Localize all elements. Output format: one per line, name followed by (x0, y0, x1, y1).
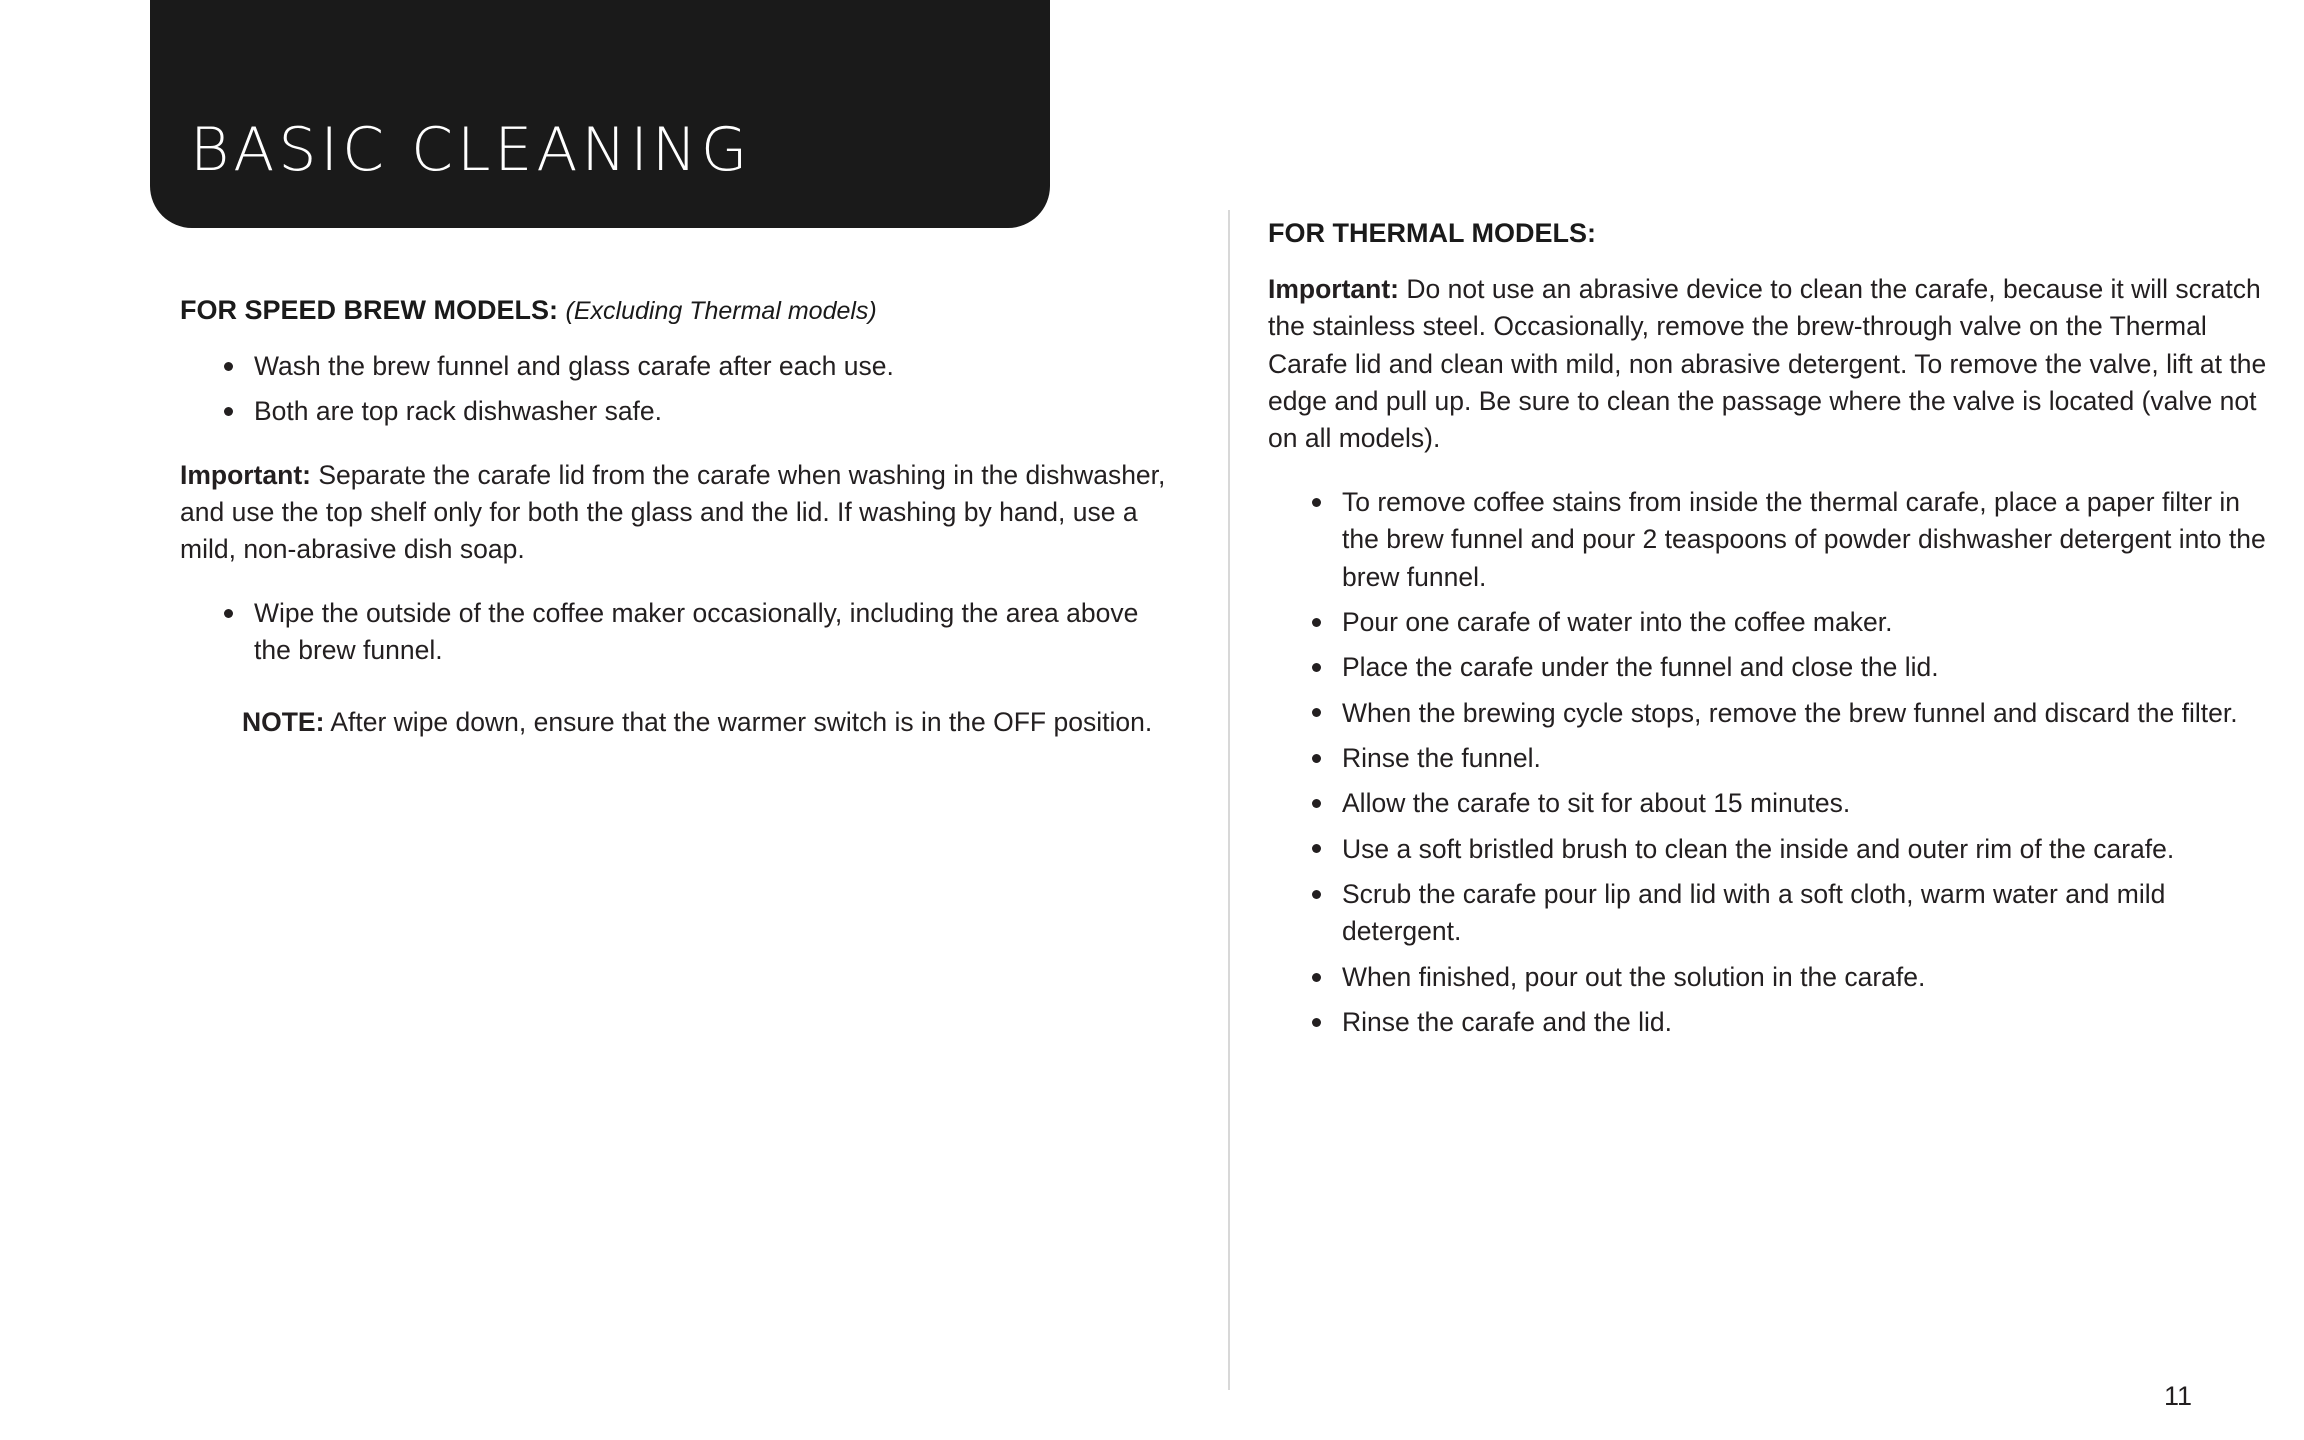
list-item (218, 393, 1180, 430)
list-item-text: To remove coffee stains from inside the thermal carafe, place a paper filter in the brew funnel and pour 2 teaspoons of powder dishwasher detergent into the brew funnel. (1342, 486, 2266, 592)
important-text: Do not use an abrasive device to clean the carafe, because it will scratch the stainless steel. Occasionally, remove the brew-through valve on the Thermal Carafe lid and clean with mild, non abrasive detergent. To remove the valve, lift at the edge and pull up. Be sure to clean the passage where the valve is located (valve not on all models). (1268, 274, 2267, 454)
bullet-dot-icon (1312, 799, 1321, 808)
bullet-dot-icon (224, 407, 233, 416)
list-item (1306, 604, 2268, 641)
thermal-steps-list (1268, 484, 2268, 1042)
list-item (1306, 876, 2268, 951)
wipe-bullet-list (180, 595, 1180, 670)
bullet-dot-icon (224, 362, 233, 371)
list-item (1306, 695, 2268, 732)
note-text: After wipe down, ensure that the warmer switch is in the OFF position. (324, 706, 1153, 737)
bullet-dot-icon (1312, 663, 1321, 672)
important-label: Important: (1268, 274, 1400, 304)
speed-brew-heading (180, 295, 1180, 326)
note-label: NOTE: (242, 706, 325, 737)
list-item (1306, 785, 2268, 822)
list-item-text: Allow the carafe to sit for about 15 minutes. (1342, 788, 1851, 819)
important-text: Separate the carafe lid from the carafe when washing in the dishwasher, and use the top shelf only for both the glass and the lid. If washing by hand, use a mild, non-abrasive dish soap. (180, 459, 1166, 565)
list-item (1306, 740, 2268, 777)
bullet-dot-icon (1312, 708, 1321, 717)
speed-brew-bullet-list (180, 348, 1180, 431)
left-column (180, 295, 1180, 741)
list-item (1306, 1004, 2268, 1041)
list-item-text: Use a soft bristled brush to clean the inside and outer rim of the carafe. (1342, 833, 2175, 864)
list-item-text: When the brewing cycle stops, remove the brew funnel and discard the filter. (1342, 697, 2238, 728)
list-item-text: Scrub the carafe pour lip and lid with a soft cloth, warm water and mild detergent. (1342, 879, 2166, 947)
list-item (1306, 649, 2268, 686)
page-header-banner (150, 0, 1050, 228)
thermal-heading: FOR THERMAL MODELS: (1268, 218, 1596, 248)
bullet-dot-icon (1312, 754, 1321, 763)
page-title: BASIC CLEANING (190, 115, 752, 185)
right-important-paragraph (1268, 271, 2268, 458)
list-item (218, 595, 1180, 670)
list-item (1306, 959, 2268, 996)
column-divider (1228, 210, 1230, 1390)
right-column (1268, 218, 2268, 1067)
bullet-dot-icon (1312, 618, 1321, 627)
bullet-dot-icon (1312, 1018, 1321, 1027)
list-item (1306, 831, 2268, 868)
important-label: Important: (180, 459, 312, 490)
list-item-text: Wash the brew funnel and glass carafe after each use. (254, 351, 894, 381)
list-item-text: Pour one carafe of water into the coffee maker. (1342, 606, 1893, 637)
bullet-dot-icon (1312, 973, 1321, 982)
list-item-text: Wipe the outside of the coffee maker occasionally, including the area above the brew funnel. (254, 597, 1139, 666)
list-item (218, 348, 1180, 385)
page-number: 11 (2163, 1381, 2192, 1411)
note-paragraph (242, 704, 1180, 741)
speed-brew-heading-text: FOR SPEED BREW MODELS: (180, 295, 559, 325)
bullet-dot-icon (1312, 498, 1321, 507)
list-item-text: When finished, pour out the solution in the carafe. (1342, 961, 1926, 992)
speed-brew-heading-note: (Excluding Thermal models) (565, 297, 877, 325)
left-important-paragraph (180, 457, 1180, 569)
bullet-dot-icon (224, 609, 233, 618)
list-item-text: Rinse the funnel. (1342, 742, 1541, 773)
list-item-text: Both are top rack dishwasher safe. (254, 396, 663, 427)
list-item (1306, 484, 2268, 596)
list-item-text: Place the carafe under the funnel and close the lid. (1342, 652, 1939, 683)
bullet-dot-icon (1312, 890, 1321, 899)
list-item-text: Rinse the carafe and the lid. (1342, 1007, 1672, 1038)
bullet-dot-icon (1312, 844, 1321, 853)
